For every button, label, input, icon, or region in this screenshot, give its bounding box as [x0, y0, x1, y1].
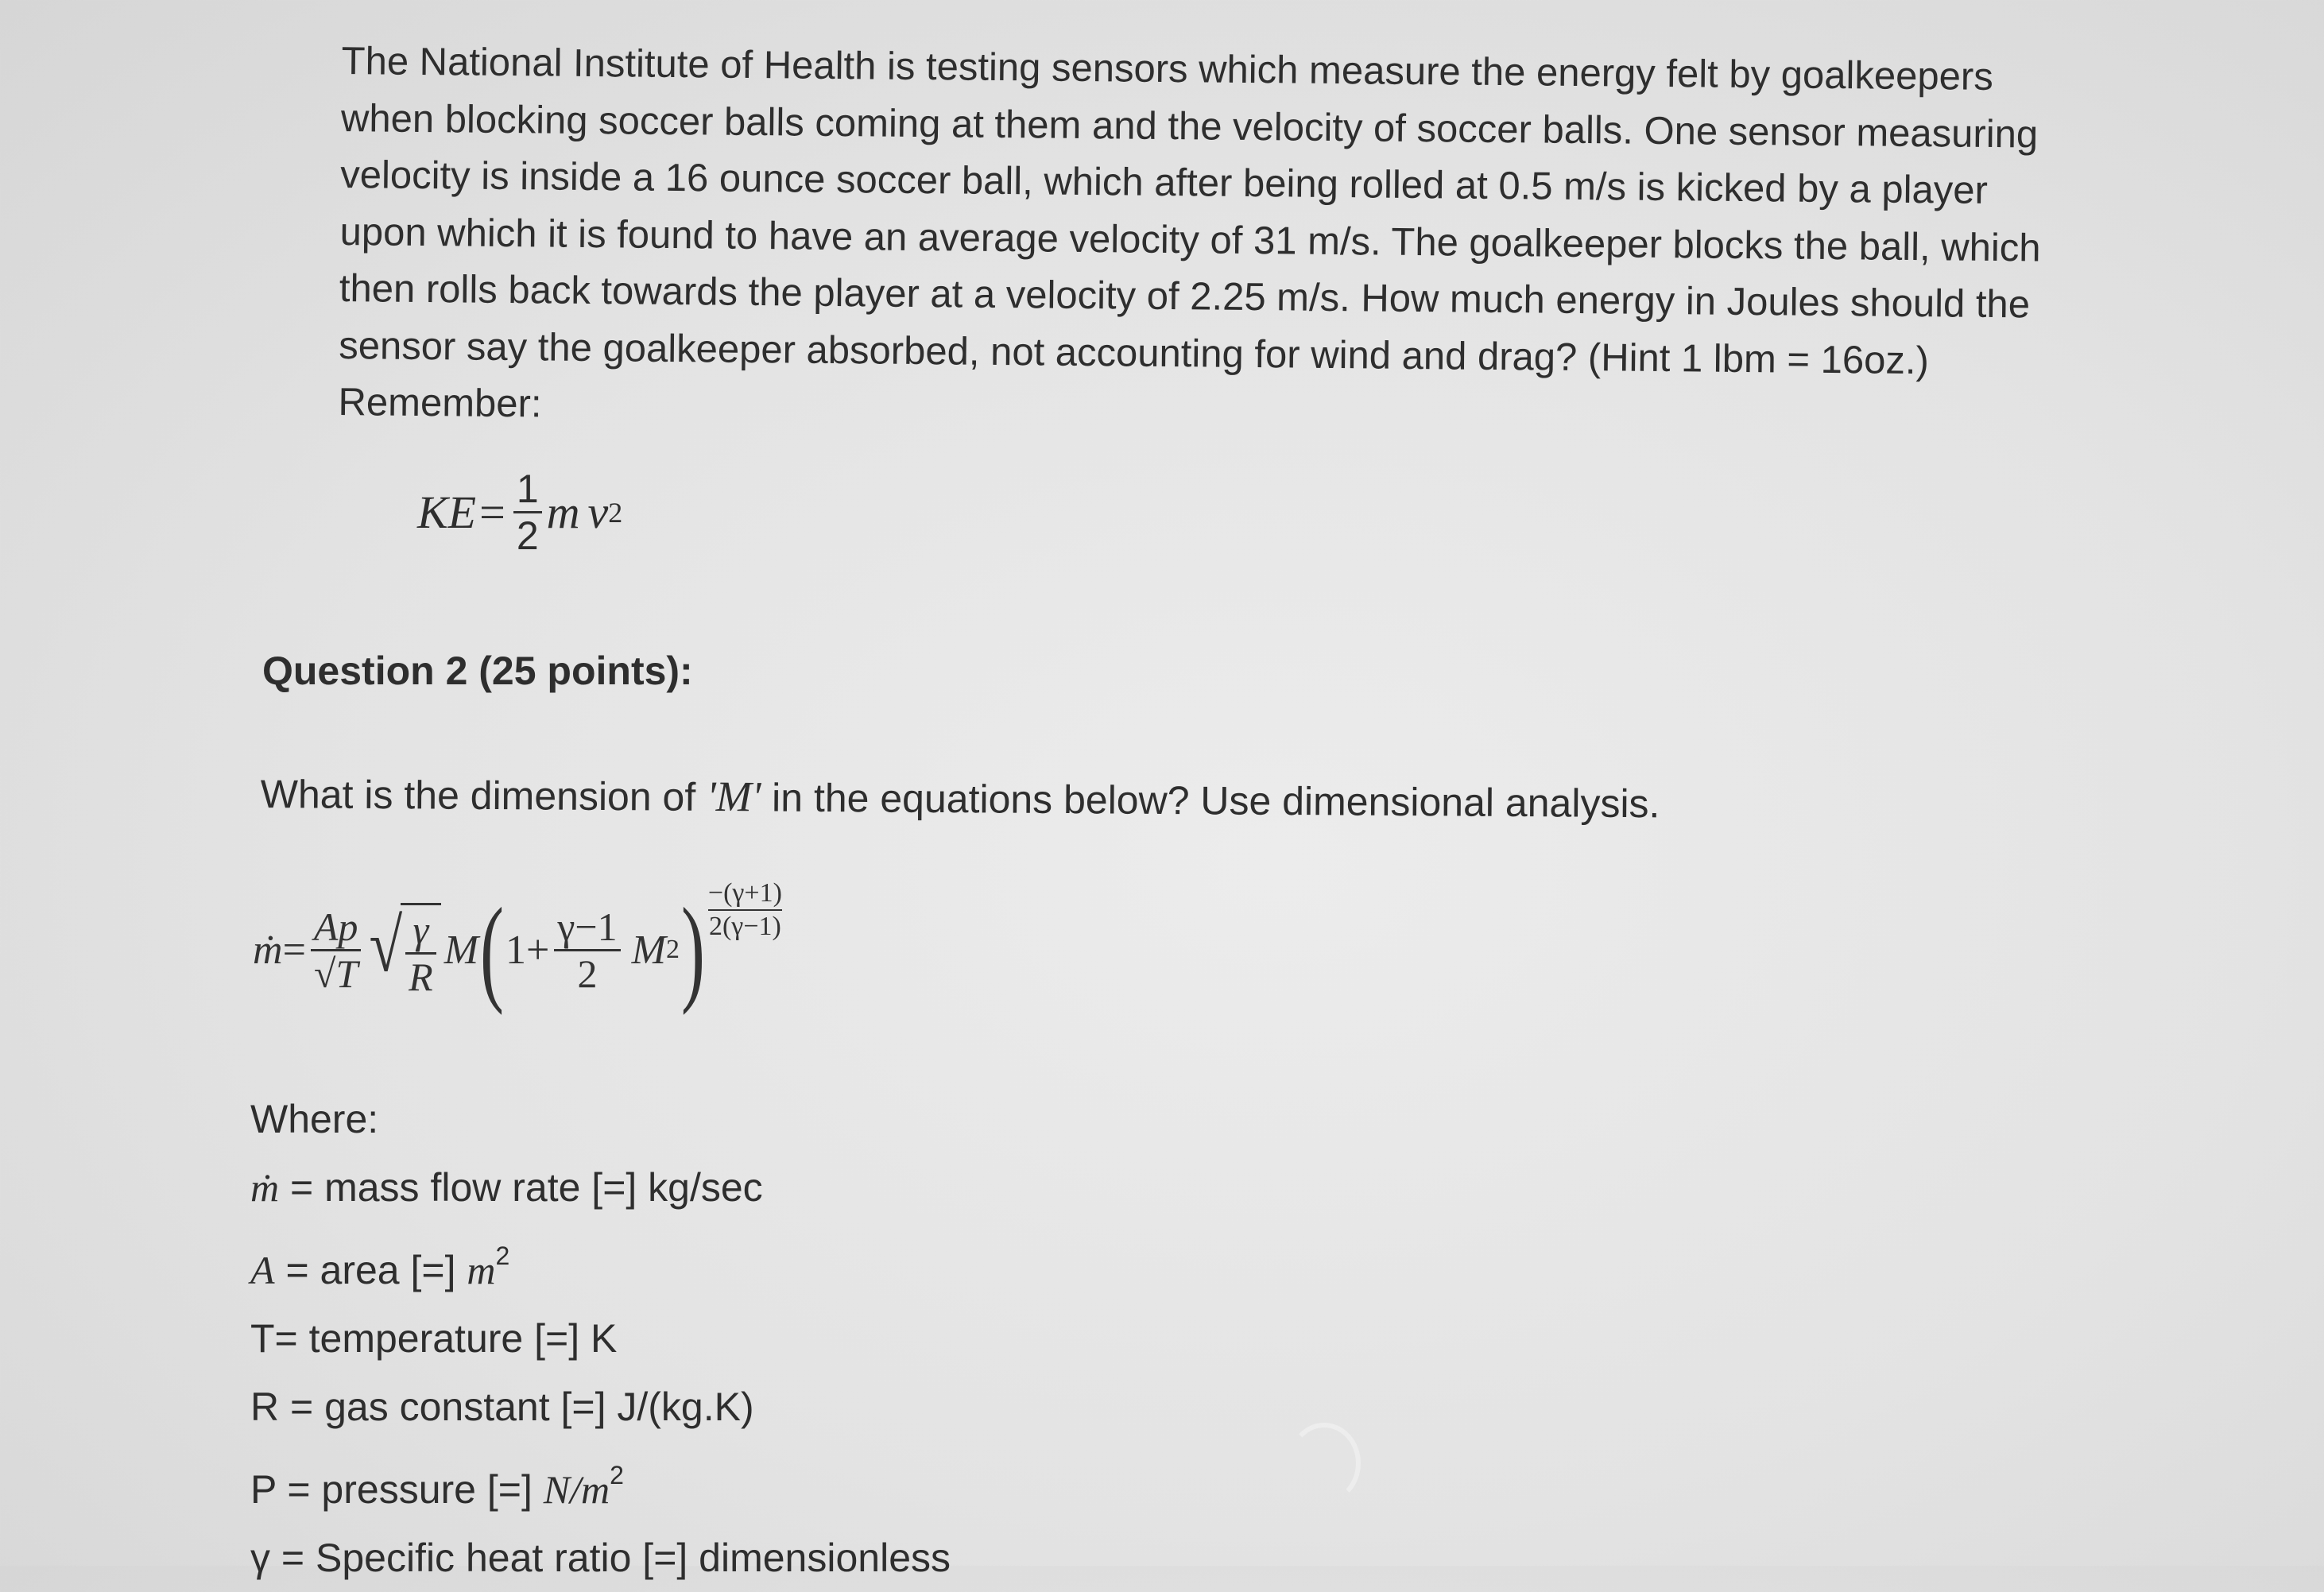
definition-heat-ratio: γ = Specific heat ratio [=] dimensionless [250, 1536, 951, 1580]
eq-mach-exponent: 2 [665, 935, 680, 964]
ke-exponent: 2 [608, 496, 623, 529]
definition-pressure: P = pressure [=] $N/m^2$ [250, 1461, 624, 1512]
problem-line: then rolls back towards the player at a velocity of 2.25 m/s. How much energy in Joules should the [339, 266, 2031, 327]
eq-frac3-denominator: 2 [577, 951, 598, 996]
definition-mass-flow: ṁ = mass flow rate [=] kg/sec [250, 1165, 763, 1210]
eq-frac1-numerator: Ap [313, 904, 358, 949]
eq-outer-exponent [708, 878, 782, 942]
ke-velocity: v [587, 486, 609, 538]
problem-line: The National Institute of Health is testing sensors which measure the energy felt by goalkeepers [341, 39, 1993, 99]
ke-equals: = [479, 486, 505, 538]
eq-fraction-ap [311, 904, 362, 996]
left-paren: ( [480, 884, 504, 1016]
definition-temperature: T= temperature [=] K [250, 1316, 618, 1361]
sqrt-sign: √ [369, 904, 403, 988]
eq-mach: M [443, 927, 479, 973]
problem-line: Remember: [338, 380, 542, 426]
definition-area: A = area [=] $m^2$ [250, 1241, 510, 1292]
ke-fraction-denominator: 2 [516, 513, 539, 558]
screen-glare-smudge [1288, 1423, 1361, 1504]
question-text [261, 769, 1660, 827]
definition-gas-constant: R = gas constant [=] J/(kg.K) [250, 1385, 754, 1429]
eq-exp-denominator: 2(γ−1) [708, 912, 781, 941]
right-paren: ) [680, 884, 705, 1016]
eq-frac2-numerator: γ [413, 908, 429, 952]
question-symbol: 'M' [706, 772, 761, 821]
question-heading: Question 2 (25 points): [262, 649, 693, 693]
ke-lhs: KE [417, 486, 477, 538]
eq-one-plus: 1+ [505, 927, 550, 973]
problem-line: upon which it is found to have an average velocity of 31 m/s. The goalkeeper blocks the ball, which [339, 210, 2041, 270]
eq-sqrt [369, 903, 440, 997]
eq-lhs: ṁ [253, 927, 283, 973]
ke-fraction [513, 469, 542, 556]
problem-line: sensor say the goalkeeper absorbed, not accounting for wind and drag? (Hint 1 lbm = 16oz.) [338, 323, 1930, 382]
mass-flow-equation [253, 874, 782, 1025]
eq-frac3-numerator: γ−1 [557, 904, 618, 949]
variable-definitions [250, 1085, 951, 1592]
eq-frac2-denominator: R [409, 955, 433, 999]
eq-fraction-gamma-r [405, 910, 436, 997]
problem-line: velocity is inside a 16 ounce soccer ball, which after being rolled at 0.5 m/s is kicked by a player [340, 153, 1989, 212]
question-text-before: What is the dimension of [260, 771, 707, 819]
kinetic-energy-formula [417, 469, 622, 556]
question-text-after: in the equations below? Use dimensional analysis. [761, 775, 1660, 827]
ke-fraction-numerator: 1 [516, 467, 539, 511]
problem-paragraph [338, 33, 2154, 448]
ke-mass: m [546, 486, 580, 538]
where-title: Where: [250, 1097, 379, 1141]
eq-fraction-gamma-minus [554, 904, 620, 996]
fraction-bar [708, 909, 782, 911]
eq-mach-squared: M [631, 927, 666, 973]
eq-equals: = [282, 927, 306, 973]
eq-frac1-denominator: √T [314, 951, 358, 996]
eq-exp-numerator: −(γ+1) [707, 878, 782, 908]
problem-line: when blocking soccer balls coming at them and the velocity of soccer balls. One sensor measuring [340, 96, 2039, 156]
